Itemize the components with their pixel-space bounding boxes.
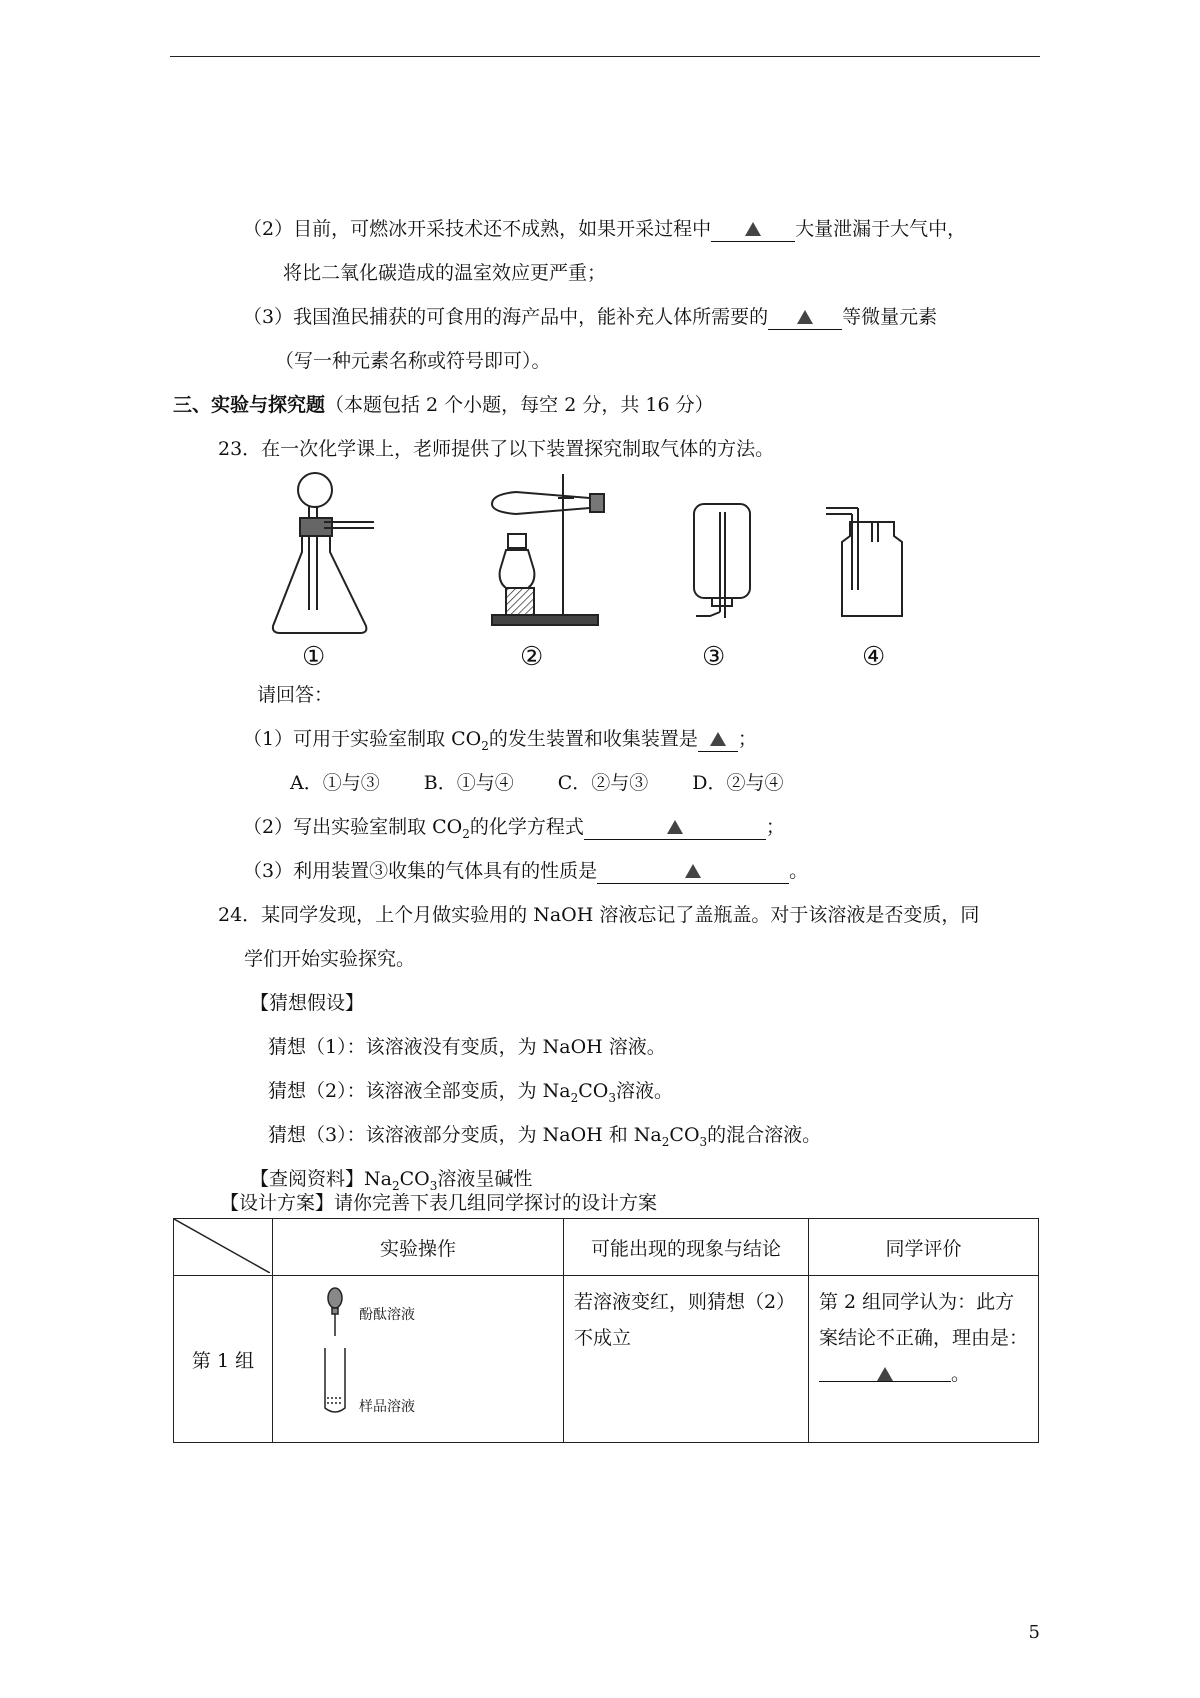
answer-blank[interactable] xyxy=(698,729,738,752)
q24-stem-line1: 24．某同学发现，上个月做实验用的 NaOH 溶液忘记了盖瓶盖。对于该溶液是否变质，同 xyxy=(218,904,980,926)
evaluation-cell xyxy=(809,1276,1039,1443)
triangle-icon xyxy=(877,1367,893,1381)
q24-hypothesis-1: 猜想（1）：该溶液没有变质，为 NaOH 溶液。 xyxy=(268,1036,666,1058)
answer-blank[interactable] xyxy=(584,817,766,840)
q23-sub2-end: ； xyxy=(765,816,785,838)
q24-stem-line2: 学们开始实验探究。 xyxy=(244,948,416,970)
triangle-icon xyxy=(710,732,726,746)
answer-blank[interactable] xyxy=(711,219,795,242)
q23-sub1-end: ； xyxy=(737,728,757,750)
q24-hypothesis-title: 【猜想假设】 xyxy=(250,992,365,1014)
apparatus-label-4: ④ xyxy=(862,642,886,672)
q23-prompt: 请回答： xyxy=(257,684,334,706)
apparatus-label-1: ① xyxy=(302,642,326,672)
table-corner-cell xyxy=(174,1219,273,1276)
apparatus-3-inverted-bottle xyxy=(688,500,758,620)
q23-stem: 23．在一次化学课上，老师提供了以下装置探究制取气体的方法。 xyxy=(218,438,775,460)
header-rule xyxy=(170,56,1040,57)
q22-part3-line2: （写一种元素名称或符号即可）。 xyxy=(275,350,551,372)
h2-text3: 溶液。 xyxy=(616,1080,674,1102)
subscript: 2 xyxy=(661,1134,670,1149)
option-c: C．②与③ xyxy=(557,772,649,794)
ref-text: 【查阅资料】Na xyxy=(250,1168,392,1190)
subscript: 3 xyxy=(608,1090,616,1105)
table-row xyxy=(174,1276,1039,1443)
section3-heading xyxy=(173,392,714,418)
subscript: 3 xyxy=(429,1178,438,1193)
page-number: 5 xyxy=(1028,1622,1040,1643)
q23-sub3 xyxy=(243,858,808,884)
evaluation-end: 。 xyxy=(951,1363,971,1385)
apparatus-label-2: ② xyxy=(520,642,544,672)
q24-hypothesis-2 xyxy=(268,1078,673,1111)
reagent-top-label: 酚酞溶液 xyxy=(359,1307,415,1323)
q23-sub3-text: （3）利用装置③收集的气体具有的性质是 xyxy=(243,860,598,882)
evaluation-text: 第 2 组同学认为：此方案结论不正确，理由是： xyxy=(819,1291,1029,1349)
subscript: 3 xyxy=(699,1134,708,1149)
q22-part3-line1 xyxy=(243,304,937,330)
ref-text2: CO xyxy=(399,1168,430,1190)
q23-sub1 xyxy=(243,726,757,759)
h3-text2: CO xyxy=(669,1124,700,1146)
diagonal-line xyxy=(174,1219,270,1273)
h2-text: 猜想（2）：该溶液全部变质，为 Na xyxy=(268,1080,571,1102)
section3-note: （本题包括 2 个小题，每空 2 分，共 16 分） xyxy=(325,394,714,416)
reagent-bottom-label: 样品溶液 xyxy=(359,1399,415,1415)
q22-part3-text: （3）我国渔民捕获的可食用的海产品中，能补充人体所需要的 xyxy=(243,306,769,328)
triangle-icon xyxy=(745,222,761,236)
apparatus-4-collecting-bottle xyxy=(820,502,910,622)
q22-part2-text-end: 大量泄漏于大气中， xyxy=(795,218,967,240)
answer-blank[interactable] xyxy=(768,307,842,330)
h3-text: 猜想（3）：该溶液部分变质，为 NaOH 和 Na xyxy=(268,1124,662,1146)
option-a: A．①与③ xyxy=(290,772,380,794)
subscript: 2 xyxy=(462,826,470,841)
table-header-evaluation: 同学评价 xyxy=(809,1219,1039,1276)
phenomenon-cell: 若溶液变红，则猜想（2）不成立 xyxy=(564,1276,809,1443)
q22-part2-line1 xyxy=(243,216,966,242)
triangle-icon xyxy=(685,864,701,878)
operation-cell xyxy=(273,1276,564,1443)
option-b: B．①与④ xyxy=(423,772,514,794)
group-label: 第 1 组 xyxy=(174,1276,273,1443)
section3-title: 三、实验与探究题 xyxy=(173,394,326,416)
triangle-icon xyxy=(667,820,683,834)
q24-design-title: 【设计方案】请你完善下表几组同学探讨的设计方案 xyxy=(220,1192,658,1214)
h3-text3: 的混合溶液。 xyxy=(707,1124,822,1146)
apparatus-2-heating xyxy=(478,470,628,630)
q22-part3-text-end: 等微量元素 xyxy=(842,306,938,328)
table-header-phenomenon: 可能出现的现象与结论 xyxy=(564,1219,809,1276)
answer-blank[interactable] xyxy=(819,1359,951,1382)
q23-sub2-text: （2）写出实验室制取 CO xyxy=(243,816,463,838)
q23-sub1-text: （1）可用于实验室制取 CO xyxy=(243,728,482,750)
subscript: 2 xyxy=(391,1178,400,1193)
apparatus-1-flask xyxy=(270,460,380,640)
q23-sub3-end: 。 xyxy=(789,860,809,882)
q22-part2-line2: 将比二氧化碳造成的温室效应更严重； xyxy=(283,262,607,284)
q23-sub1-text2: 的发生装置和收集装置是 xyxy=(488,728,698,750)
answer-blank[interactable] xyxy=(597,861,789,884)
ref-text3: 溶液呈碱性 xyxy=(437,1168,533,1190)
subscript: 2 xyxy=(481,738,489,753)
triangle-icon xyxy=(797,310,813,324)
q23-sub2 xyxy=(243,814,785,847)
design-table xyxy=(173,1218,1039,1443)
apparatus-label-3: ③ xyxy=(702,642,726,672)
option-d: D．②与④ xyxy=(692,772,784,794)
subscript: 2 xyxy=(570,1090,579,1105)
q24-hypothesis-3 xyxy=(268,1122,821,1155)
q23-sub2-text2: 的化学方程式 xyxy=(469,816,584,838)
q22-part2-text: （2）目前，可燃冰开采技术还不成熟，如果开采过程中 xyxy=(243,218,712,240)
table-header-row xyxy=(174,1219,1039,1276)
q23-options xyxy=(290,770,827,796)
table-header-operation: 实验操作 xyxy=(273,1219,564,1276)
h2-text2: CO xyxy=(578,1080,609,1102)
